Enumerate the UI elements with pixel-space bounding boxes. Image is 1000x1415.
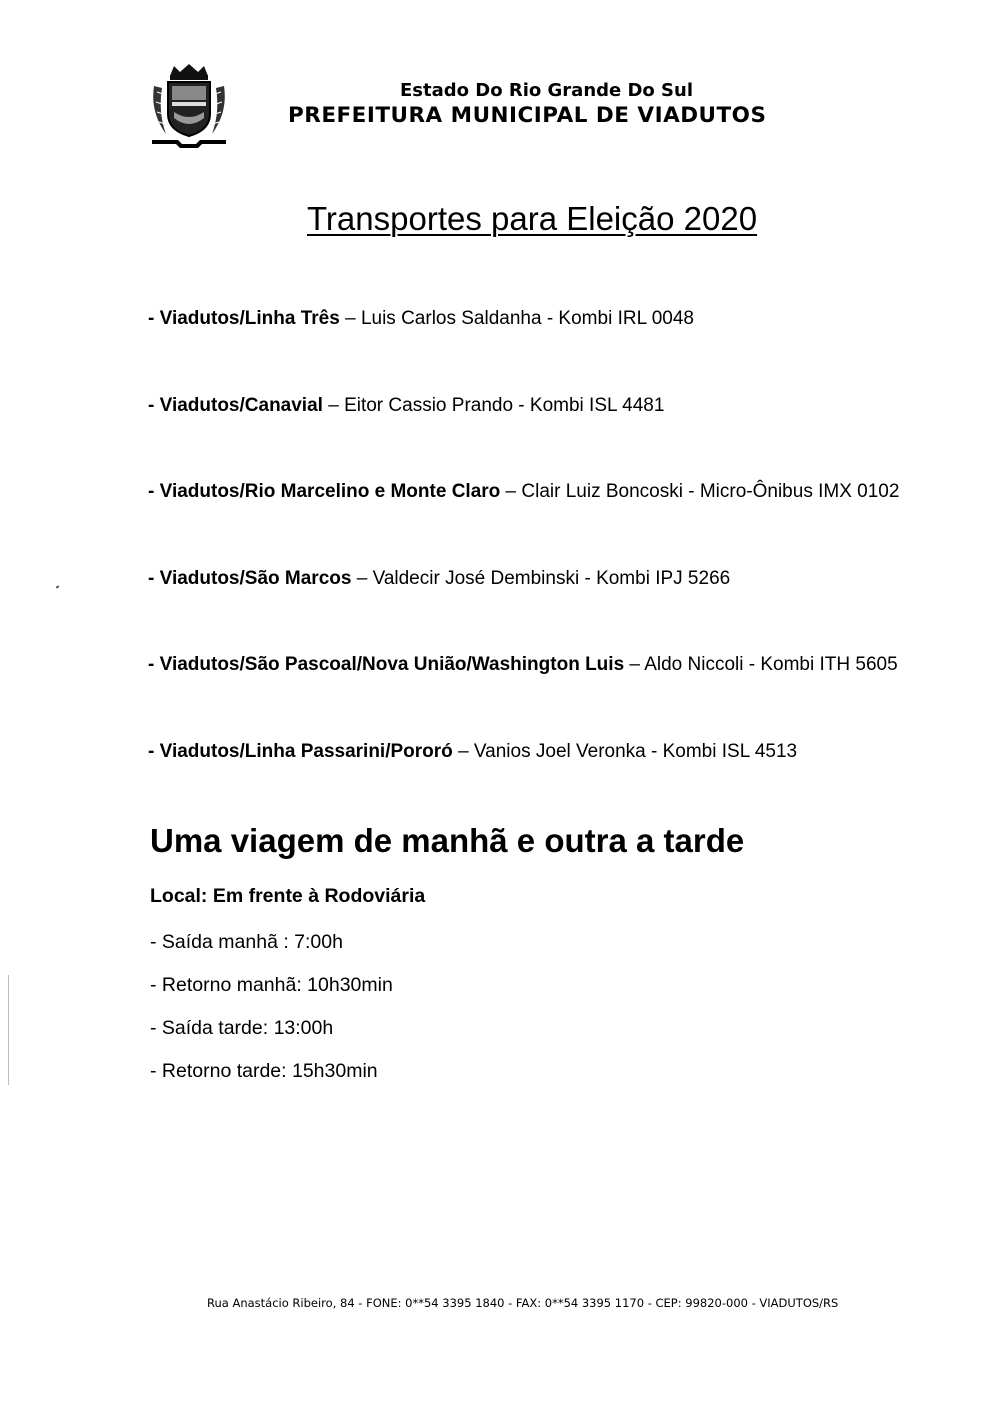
route-item (148, 478, 968, 565)
route-item (148, 565, 968, 652)
list-dash: - (148, 654, 155, 675)
route-list (148, 305, 968, 824)
route-driver-vehicle: – Valdecir José Dembinski - Kombi IPJ 5266 (356, 567, 731, 589)
route-name: Viadutos/São Pascoal/Nova União/Washington Luis (159, 654, 625, 675)
route-driver-vehicle: – Eitor Cassio Prando - Kombi ISL 4481 (328, 394, 665, 416)
route-driver-vehicle: – Luis Carlos Saldanha - Kombi IRL 0048 (345, 308, 694, 329)
departure-location: Local: Em frente à Rodoviária (150, 885, 426, 907)
state-name: Estado Do Rio Grande Do Sul (400, 80, 694, 101)
list-dash: - (148, 481, 155, 502)
route-item (148, 651, 968, 738)
route-item (148, 305, 968, 392)
schedule-item: - Saída tarde: 13:00h (150, 1017, 334, 1039)
route-driver-vehicle: – Vanios Joel Veronka - Kombi ISL 4513 (458, 740, 798, 762)
route-item (148, 738, 968, 825)
scan-margin-line (8, 975, 9, 1085)
list-dash: - (148, 308, 155, 329)
route-name: Viadutos/Rio Marcelino e Monte Claro (159, 481, 501, 502)
schedule-item: - Retorno tarde: 15h30min (150, 1060, 378, 1082)
route-item (148, 392, 968, 479)
route-name: Viadutos/São Marcos (159, 567, 352, 589)
document-title: Transportes para Eleição 2020 (307, 200, 758, 237)
route-name: Viadutos/Linha Três (159, 308, 340, 329)
route-driver-vehicle: – Aldo Niccoli - Kombi ITH 5605 (629, 654, 898, 675)
schedule-item: - Retorno manhã: 10h30min (150, 974, 393, 996)
schedule-item: - Saída manhã : 7:00h (150, 931, 343, 953)
route-driver-vehicle: – Clair Luiz Boncoski - Micro-Ônibus IMX 0102 (505, 481, 900, 502)
list-dash: - (148, 740, 155, 762)
coat-of-arms-icon (148, 62, 230, 148)
list-dash: - (148, 567, 155, 589)
footer-address: Rua Anastácio Ribeiro, 84 - FONE: 0**54 3395 1840 - FAX: 0**54 3395 1170 - CEP: 99820-000 - VIADUTOS/RS (207, 1296, 839, 1310)
municipality-name: PREFEITURA MUNICIPAL DE VIADUTOS (288, 103, 767, 128)
route-name: Viadutos/Canavial (159, 394, 323, 416)
route-name: Viadutos/Linha Passarini/Pororó (159, 740, 453, 762)
list-dash: - (148, 394, 155, 416)
scan-speck (56, 585, 60, 588)
trips-heading: Uma viagem de manhã e outra a tarde (150, 822, 745, 859)
schedule-list (150, 928, 393, 1100)
